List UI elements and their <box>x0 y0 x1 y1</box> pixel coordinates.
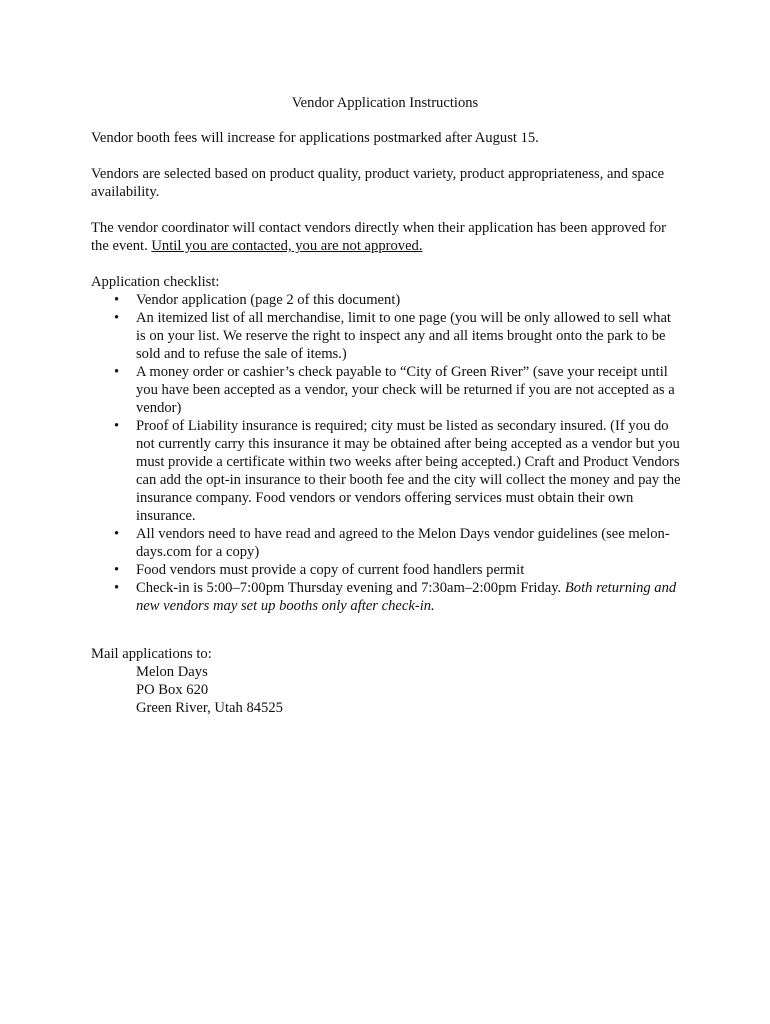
checklist-item <box>91 561 681 579</box>
checklist-item-text: A money order or cashier’s check payable to “City of Green River” (save your receipt until you have been accepted as a vendor, your check will be returned if you are not accepted as a vendor) <box>136 364 675 416</box>
checklist-item <box>91 309 681 363</box>
checklist-item-text: All vendors need to have read and agreed to the Melon Days vendor guidelines (see melon-days.com for a copy) <box>136 526 670 560</box>
bullet-icon: • <box>114 526 120 542</box>
checklist-item-text: An itemized list of all merchandise, limit to one page (you will be only allowed to sell what is on your list. We reserve the right to inspect any and all items brought onto the park to be sold and to refuse the sale of items.) <box>136 310 671 362</box>
checklist-item-text: Food vendors must provide a copy of current food handlers permit <box>136 562 525 578</box>
address-name: Melon Days <box>136 664 208 680</box>
checklist-item-checkin <box>91 579 681 615</box>
selection-paragraph: Vendors are selected based on product quality, product variety, product appropriateness, and space availability. <box>91 166 665 200</box>
mailing-address <box>136 663 283 717</box>
checklist-item <box>91 417 681 525</box>
checklist-item <box>91 363 681 417</box>
contact-paragraph <box>91 219 681 255</box>
address-city-state-zip: Green River, Utah 84525 <box>136 700 283 716</box>
contact-text: The vendor coordinator will contact vendors directly when their application has been approved for the event. <box>91 220 667 254</box>
mail-heading: Mail applications to: <box>91 646 212 662</box>
bullet-icon: • <box>114 292 120 308</box>
bullet-icon: • <box>114 418 120 434</box>
checkin-text: Check-in is 5:00–7:00pm Thursday evening and 7:30am–2:00pm Friday. <box>136 580 562 596</box>
checklist-item-text: Vendor application (page 2 of this document) <box>136 292 401 308</box>
document-title: Vendor Application Instructions <box>291 95 479 111</box>
bullet-icon: • <box>114 364 120 380</box>
checkin-note: Both returning and new vendors may set up booths only after check-in. <box>136 580 677 614</box>
approval-notice: Until you are contacted, you are not approved. <box>151 238 423 254</box>
checklist-item-text: Proof of Liability insurance is required; city must be listed as secondary insured. (If you do not currently carry this insurance it may be obtained after being accepted as a vendor but you must provide a certificate within two weeks after being accepted.) Craft and Product Vendors can add the opt-in insurance to their booth fee and the city will collect the money and pay the insurance company. Food vendors or vendors offering services must obtain their own insurance. <box>136 418 681 524</box>
address-po-box: PO Box 620 <box>136 682 209 698</box>
checklist-heading: Application checklist: <box>91 274 220 290</box>
bullet-icon: • <box>114 580 120 596</box>
bullet-icon: • <box>114 310 120 326</box>
bullet-icon: • <box>114 562 120 578</box>
application-checklist <box>91 291 681 615</box>
checklist-item <box>91 525 681 561</box>
fees-paragraph: Vendor booth fees will increase for applications postmarked after August 15. <box>91 130 539 146</box>
checklist-item <box>91 291 681 309</box>
